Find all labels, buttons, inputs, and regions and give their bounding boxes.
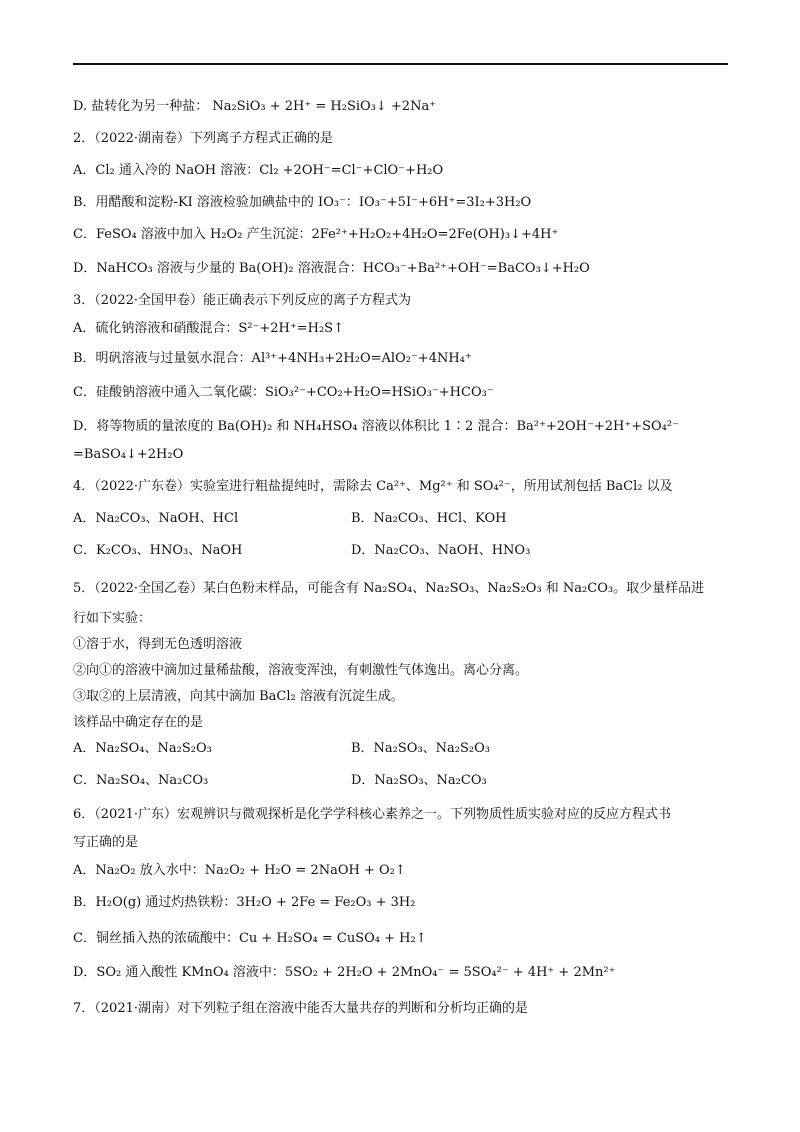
q6-option-d: D．SO₂ 通入酸性 KMnO₄ 溶液中：5SO₂ + 2H₂O + 2MnO₄⁻ = 5SO₄²⁻ + 4H⁺ + 2Mn²⁺ bbox=[73, 965, 616, 980]
q4-option-d: D．Na₂CO₃、NaOH、HNO₃ bbox=[351, 543, 531, 558]
q5-stem: 5．（2022·全国乙卷）某白色粉末样品，可能含有 Na₂SO₄、Na₂SO₃、Na₂S₂O₃ 和 Na₂CO₃。取少量样品进 bbox=[73, 581, 705, 596]
q3-option-a: A．硫化钠溶液和硝酸混合：S²⁻+2H⁺=H₂S↑ bbox=[73, 321, 344, 336]
q2-option-a: A．Cl₂ 通入冷的 NaOH 溶液：Cl₂ +2OH⁻=Cl⁻+ClO⁻+H₂O bbox=[73, 163, 444, 178]
q3-stem: 3．（2022·全国甲卷）能正确表示下列反应的离子方程式为 bbox=[73, 293, 411, 308]
q5-step-1: ①溶于水，得到无色透明溶液 bbox=[73, 637, 243, 652]
q5-stem-cont: 行如下实验： bbox=[73, 611, 152, 626]
header-rule bbox=[73, 63, 728, 65]
q6-option-a: A．Na₂O₂ 放入水中：Na₂O₂ + H₂O = 2NaOH + O₂↑ bbox=[73, 863, 406, 878]
q3-option-d: D．将等物质的量浓度的 Ba(OH)₂ 和 NH₄HSO₄ 溶液以体积比 1∶2 混合：Ba²⁺+2OH⁻+2H⁺+SO₄²⁻ bbox=[73, 419, 679, 434]
q4-option-a: A．Na₂CO₃、NaOH、HCl bbox=[73, 511, 239, 526]
q2-option-b: B．用醋酸和淀粉-KI 溶液检验加碘盐中的 IO₃⁻：IO₃⁻+5I⁻+6H⁺=3I₂+3H₂O bbox=[73, 195, 532, 210]
q3-option-b: B．明矾溶液与过量氨水混合：Al³⁺+4NH₃+2H₂O=AlO₂⁻+4NH₄⁺ bbox=[73, 351, 472, 366]
q5-step-2: ②向①的溶液中滴加过量稀盐酸，溶液变浑浊，有刺激性气体逸出。离心分离。 bbox=[73, 663, 529, 678]
q5-step-3: ③取②的上层清液，向其中滴加 BaCl₂ 溶液有沉淀生成。 bbox=[73, 689, 404, 704]
q2-option-d: D．NaHCO₃ 溶液与少量的 Ba(OH)₂ 溶液混合：HCO₃⁻+Ba²⁺+OH⁻=BaCO₃↓+H₂O bbox=[73, 261, 590, 276]
q4-option-c: C．K₂CO₃、HNO₃、NaOH bbox=[73, 543, 243, 558]
q5-option-c: C．Na₂SO₄、Na₂CO₃ bbox=[73, 773, 209, 788]
q5-question: 该样品中确定存在的是 bbox=[73, 715, 204, 730]
q2-stem: 2．（2022·湖南卷）下列离子方程式正确的是 bbox=[73, 131, 333, 146]
q6-option-b: B．H₂O(g) 通过灼热铁粉：3H₂O + 2Fe = Fe₂O₃ + 3H₂ bbox=[73, 895, 416, 910]
q1-option-d: D. 盐转化为另一种盐： Na₂SiO₃ + 2H⁺ = H₂SiO₃↓ +2Na⁺ bbox=[73, 99, 437, 114]
q2-option-c: C．FeSO₄ 溶液中加入 H₂O₂ 产生沉淀：2Fe²⁺+H₂O₂+4H₂O=2Fe(OH)₃↓+4H⁺ bbox=[73, 227, 559, 242]
q6-stem-cont: 写正确的是 bbox=[73, 835, 139, 850]
q4-stem: 4．（2022·广东卷）实验室进行粗盐提纯时，需除去 Ca²⁺、Mg²⁺ 和 SO₄²⁻，所用试剂包括 BaCl₂ 以及 bbox=[73, 479, 673, 494]
q7-stem: 7．（2021·湖南）对下列粒子组在溶液中能否大量共存的判断和分析均正确的是 bbox=[73, 1001, 528, 1016]
q4-option-b: B．Na₂CO₃、HCl、KOH bbox=[351, 511, 507, 526]
q6-option-c: C．铜丝插入热的浓硫酸中：Cu + H₂SO₄ = CuSO₄ + H₂↑ bbox=[73, 931, 427, 946]
q5-option-d: D．Na₂SO₃、Na₂CO₃ bbox=[351, 773, 487, 788]
q5-option-b: B．Na₂SO₃、Na₂S₂O₃ bbox=[351, 741, 490, 756]
q5-option-a: A．Na₂SO₄、Na₂S₂O₃ bbox=[73, 741, 212, 756]
q6-stem: 6．（2021·广东）宏观辨识与微观探析是化学学科核心素养之一。下列物质性质实验对应的反应方程式书 bbox=[73, 807, 671, 822]
q3-option-d-cont: =BaSO₄↓+2H₂O bbox=[73, 447, 184, 462]
q3-option-c: C．硅酸钠溶液中通入二氧化碳：SiO₃²⁻+CO₂+H₂O=HSiO₃⁻+HCO₃⁻ bbox=[73, 385, 494, 400]
